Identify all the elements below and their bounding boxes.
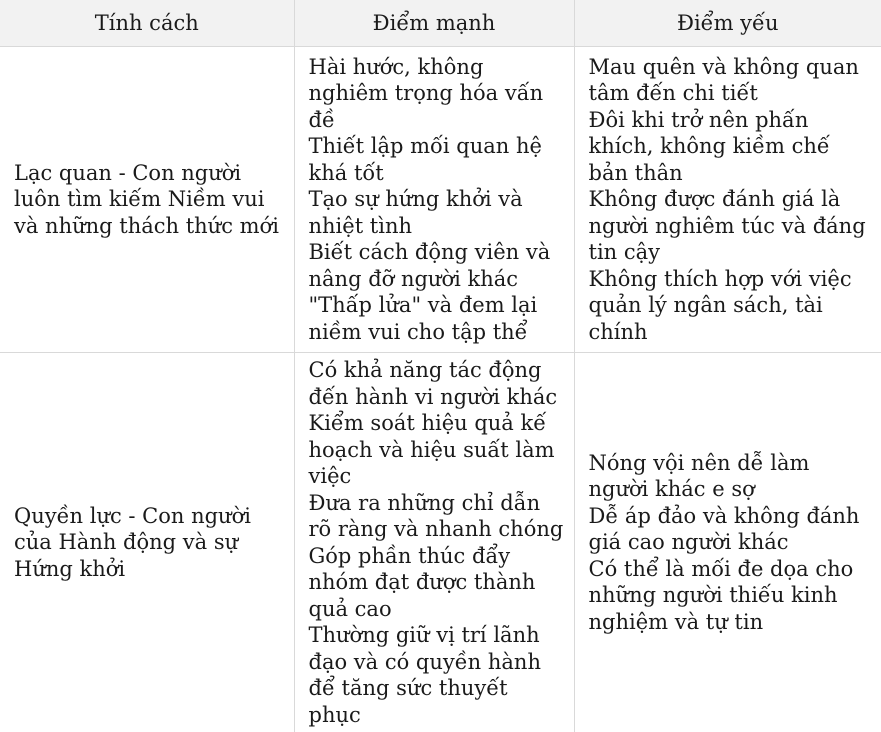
strength-item: Có khả năng tác động đến hành vi người khác	[309, 357, 564, 410]
table-body	[0, 47, 881, 732]
strength-item: Biết cách động viên và nâng đỡ người khác	[309, 239, 564, 292]
personality-cell: Quyền lực - Con người của Hành động và sự Hứng khởi	[0, 353, 294, 732]
table-header	[0, 0, 881, 47]
weakness-item: Không thích hợp với việc quản lý ngân sách, tài chính	[589, 266, 872, 346]
weakness-item: Không được đánh giá là người nghiêm túc và đáng tin cậy	[589, 186, 872, 266]
weakness-item: Nóng vội nên dễ làm người khác e sợ	[589, 450, 872, 503]
personality-cell: Lạc quan - Con người luôn tìm kiếm Niềm vui và những thách thức mới	[0, 47, 294, 353]
weakness-item: Đôi khi trở nên phấn khích, không kiềm chế bản thân	[589, 107, 872, 187]
strength-item: Hài hước, không nghiêm trọng hóa vấn đề	[309, 54, 564, 134]
weakness-item: Có thể là mối đe dọa cho những người thiếu kinh nghiệm và tự tin	[589, 556, 872, 636]
strength-item: Đưa ra những chỉ dẫn rõ ràng và nhanh chóng	[309, 490, 564, 543]
strength-item: Thường giữ vị trí lãnh đạo và có quyền hành để tăng sức thuyết phục	[309, 622, 564, 728]
header-personality: Tính cách	[0, 0, 294, 47]
strength-item: Thiết lập mối quan hệ khá tốt	[309, 133, 564, 186]
header-row	[0, 0, 881, 47]
strength-item: Tạo sự hứng khởi và nhiệt tình	[309, 186, 564, 239]
header-strengths: Điểm mạnh	[294, 0, 574, 47]
weakness-item: Mau quên và không quan tâm đến chi tiết	[589, 54, 872, 107]
strength-item: "Thấp lửa" và đem lại niềm vui cho tập thể	[309, 292, 564, 345]
strength-item: Góp phần thúc đẩy nhóm đạt được thành quả cao	[309, 543, 564, 623]
strengths-cell	[294, 353, 574, 732]
weaknesses-cell	[574, 47, 881, 353]
header-weaknesses: Điểm yếu	[574, 0, 881, 47]
strengths-cell	[294, 47, 574, 353]
weaknesses-cell	[574, 353, 881, 732]
weakness-item: Dễ áp đảo và không đánh giá cao người khác	[589, 503, 872, 556]
strength-item: Kiểm soát hiệu quả kế hoạch và hiệu suất làm việc	[309, 410, 564, 490]
table-row	[0, 47, 881, 353]
table-row	[0, 353, 881, 732]
